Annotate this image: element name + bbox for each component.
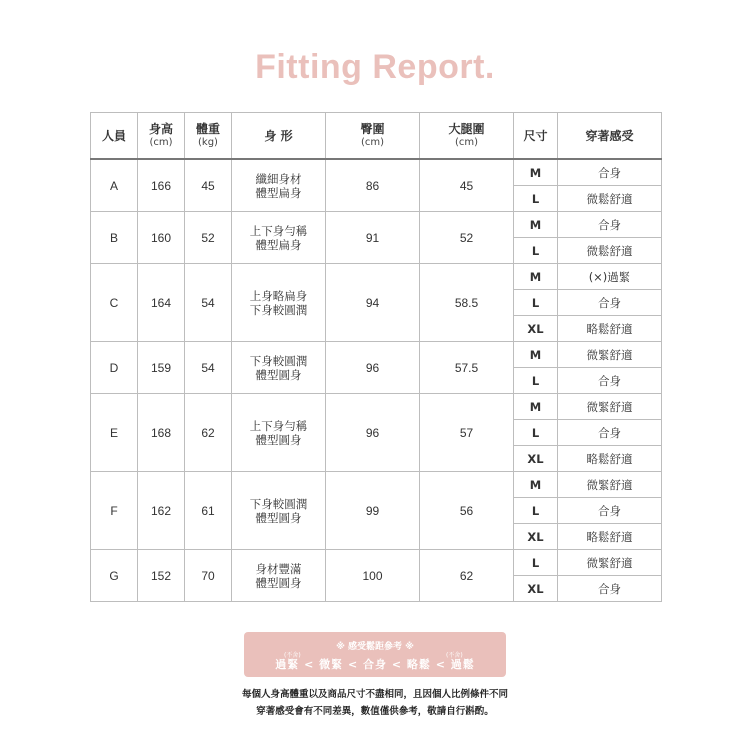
size-cell: XL xyxy=(514,446,558,472)
header-person: 人員 xyxy=(91,113,138,160)
fit-feel-cell: 合身 xyxy=(558,368,662,394)
size-cell: M xyxy=(514,159,558,186)
size-cell: M xyxy=(514,212,558,238)
size-cell: XL xyxy=(514,576,558,602)
body-type-cell xyxy=(232,550,326,602)
person-cell: F xyxy=(91,472,138,550)
fit-feel-cell: (×)過緊 xyxy=(558,264,662,290)
body-type-line: 下身較圓潤 xyxy=(249,353,308,368)
size-cell: L xyxy=(514,498,558,524)
body-type-line: 下身較圓潤 xyxy=(249,496,308,511)
fit-feel-cell: 略鬆舒適 xyxy=(558,316,662,342)
hip-cell: 86 xyxy=(326,159,420,212)
legend-scale: 過緊 < 微緊 < 合身 < 略鬆 < 過鬆 xyxy=(275,658,475,671)
body-type-cell xyxy=(232,394,326,472)
height-cell: 164 xyxy=(138,264,185,342)
person-cell: B xyxy=(91,212,138,264)
size-cell: M xyxy=(514,342,558,368)
fit-feel-cell: 微緊舒適 xyxy=(558,472,662,498)
size-cell: L xyxy=(514,368,558,394)
hip-cell: 91 xyxy=(326,212,420,264)
fit-feel-cell: 略鬆舒適 xyxy=(558,524,662,550)
height-cell: 160 xyxy=(138,212,185,264)
header-weight: 體重 (kg) xyxy=(185,113,232,160)
person-cell: D xyxy=(91,342,138,394)
weight-cell: 54 xyxy=(185,342,232,394)
fit-feel-cell: 合身 xyxy=(558,159,662,186)
thigh-cell: 56 xyxy=(420,472,514,550)
header-size: 尺寸 xyxy=(514,113,558,160)
fit-feel-cell: 略鬆舒適 xyxy=(558,446,662,472)
header-height: 身高 (cm) xyxy=(138,113,185,160)
header-thigh: 大腿圍 (cm) xyxy=(420,113,514,160)
hip-cell: 96 xyxy=(326,342,420,394)
body-type-cell xyxy=(232,342,326,394)
hip-cell: 99 xyxy=(326,472,420,550)
fit-feel-cell: 合身 xyxy=(558,212,662,238)
disclaimer xyxy=(0,686,750,720)
thigh-cell: 58.5 xyxy=(420,264,514,342)
weight-cell: 70 xyxy=(185,550,232,602)
height-cell: 168 xyxy=(138,394,185,472)
fit-legend xyxy=(244,632,506,677)
legend-note-left: (不舍) xyxy=(284,652,301,659)
table-row xyxy=(91,159,662,186)
thigh-cell: 57.5 xyxy=(420,342,514,394)
legend-note-right: (不舍) xyxy=(446,652,463,659)
header-hip: 臀圍 (cm) xyxy=(326,113,420,160)
fit-feel-cell: 微緊舒適 xyxy=(558,342,662,368)
legend-heading: ※ 感受鬆距參考 ※ xyxy=(336,642,414,652)
body-type-cell xyxy=(232,472,326,550)
body-type-line: 身材豐滿 xyxy=(255,561,302,576)
height-cell: 152 xyxy=(138,550,185,602)
disclaimer-line: 穿著感受會有不同差異，數值僅供參考，敬請自行斟酌。 xyxy=(256,706,494,717)
hip-cell: 96 xyxy=(326,394,420,472)
thigh-cell: 62 xyxy=(420,550,514,602)
body-type-line: 上身略扁身 xyxy=(249,288,308,303)
fit-feel-cell: 合身 xyxy=(558,290,662,316)
fit-feel-cell: 合身 xyxy=(558,576,662,602)
fit-feel-cell: 微鬆舒適 xyxy=(558,186,662,212)
thigh-cell: 52 xyxy=(420,212,514,264)
size-cell: L xyxy=(514,420,558,446)
table-header-row xyxy=(91,113,662,160)
weight-cell: 61 xyxy=(185,472,232,550)
height-cell: 159 xyxy=(138,342,185,394)
size-cell: M xyxy=(514,472,558,498)
fit-feel-cell: 合身 xyxy=(558,420,662,446)
header-fit-feel: 穿著感受 xyxy=(558,113,662,160)
body-type-line: 體型扁身 xyxy=(255,185,302,200)
size-cell: M xyxy=(514,394,558,420)
size-cell: XL xyxy=(514,524,558,550)
body-type-line: 體型圓身 xyxy=(255,575,302,590)
weight-cell: 54 xyxy=(185,264,232,342)
body-type-line: 上下身勻稱 xyxy=(249,418,308,433)
body-type-line: 下身較圓潤 xyxy=(249,302,308,317)
fit-feel-cell: 微緊舒適 xyxy=(558,550,662,576)
fit-feel-cell: 合身 xyxy=(558,498,662,524)
person-cell: E xyxy=(91,394,138,472)
hip-cell: 94 xyxy=(326,264,420,342)
size-cell: L xyxy=(514,238,558,264)
body-type-line: 體型圓身 xyxy=(255,510,302,525)
thigh-cell: 45 xyxy=(420,159,514,212)
weight-cell: 62 xyxy=(185,394,232,472)
height-cell: 162 xyxy=(138,472,185,550)
body-type-cell xyxy=(232,264,326,342)
size-cell: XL xyxy=(514,316,558,342)
report-title: Fitting Report. xyxy=(255,48,495,86)
weight-cell: 52 xyxy=(185,212,232,264)
table-row xyxy=(91,264,662,290)
table-row xyxy=(91,212,662,238)
size-cell: L xyxy=(514,550,558,576)
table-row xyxy=(91,394,662,420)
header-body-type: 身 形 xyxy=(232,113,326,160)
table-row xyxy=(91,550,662,576)
body-type-line: 體型圓身 xyxy=(255,367,302,382)
height-cell: 166 xyxy=(138,159,185,212)
size-cell: M xyxy=(514,264,558,290)
body-type-line: 上下身勻稱 xyxy=(249,223,308,238)
person-cell: C xyxy=(91,264,138,342)
fit-feel-cell: 微緊舒適 xyxy=(558,394,662,420)
hip-cell: 100 xyxy=(326,550,420,602)
person-cell: G xyxy=(91,550,138,602)
body-type-line: 體型扁身 xyxy=(255,237,302,252)
disclaimer-line: 每個人身高體重以及商品尺寸不盡相同，且因個人比例條件不同 xyxy=(241,689,508,700)
person-cell: A xyxy=(91,159,138,212)
body-type-line: 體型圓身 xyxy=(255,432,302,447)
table-row xyxy=(91,472,662,498)
size-cell: L xyxy=(514,290,558,316)
size-cell: L xyxy=(514,186,558,212)
body-type-cell xyxy=(232,159,326,212)
thigh-cell: 57 xyxy=(420,394,514,472)
weight-cell: 45 xyxy=(185,159,232,212)
body-type-cell xyxy=(232,212,326,264)
table-row xyxy=(91,342,662,368)
fit-feel-cell: 微鬆舒適 xyxy=(558,238,662,264)
fitting-table xyxy=(90,112,662,602)
body-type-line: 纖細身材 xyxy=(255,171,302,186)
